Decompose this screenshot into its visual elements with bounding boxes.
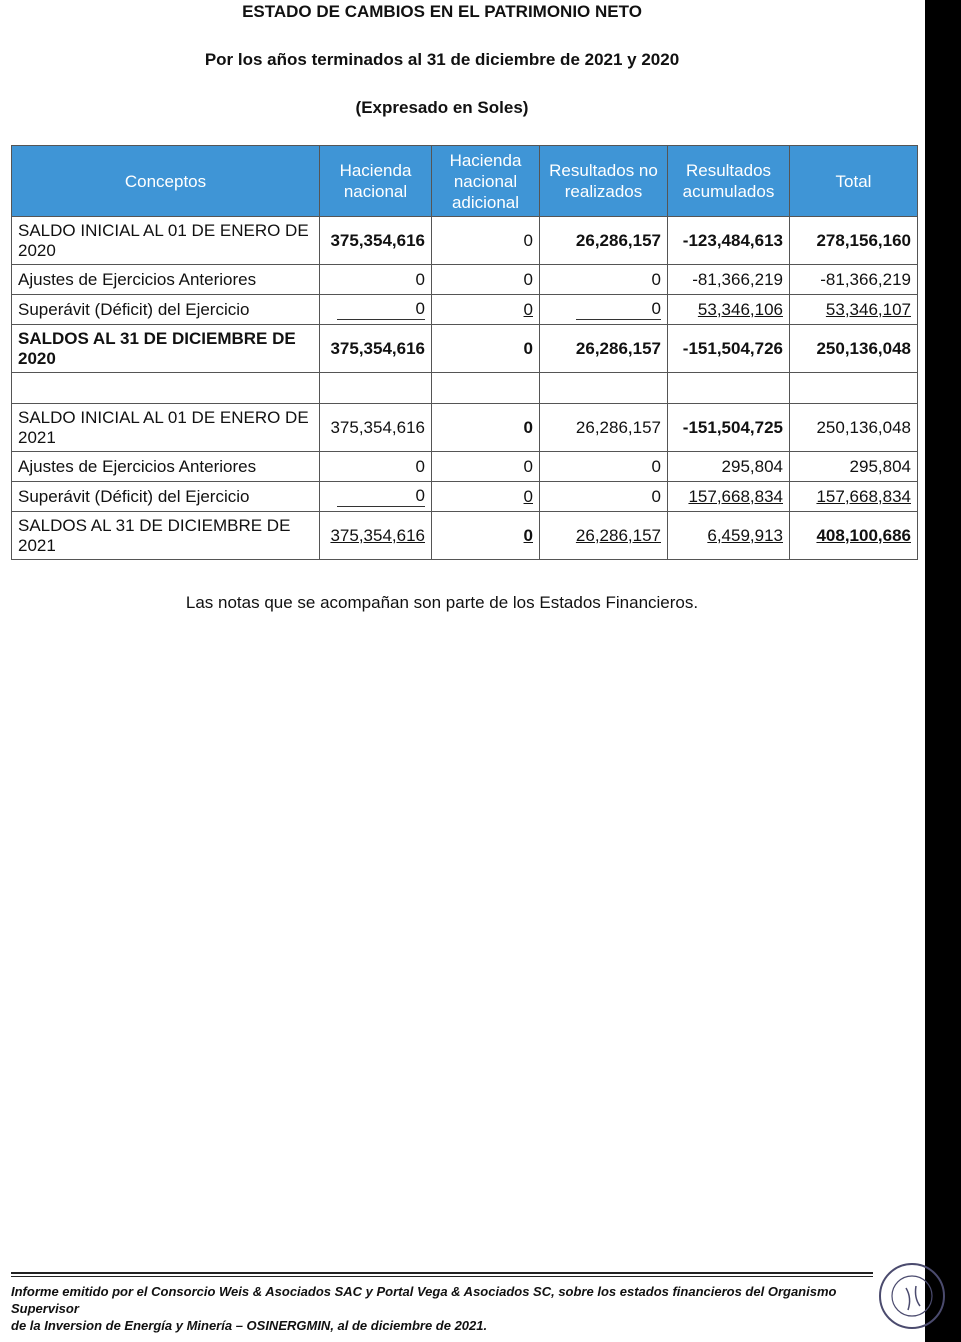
cell-hacienda: 375,354,616 <box>320 325 432 373</box>
table-row <box>12 512 918 560</box>
cell-no-realizados: 0 <box>540 482 668 512</box>
table-row <box>12 217 918 265</box>
cell-adicional: 0 <box>432 512 540 560</box>
cell-acumulados: 295,804 <box>668 452 790 482</box>
col-header-hacienda-adicional: Hacienda nacional adicional <box>432 146 540 217</box>
auditor-seal-icon <box>876 1254 946 1336</box>
cell-total: 278,156,160 <box>790 217 918 265</box>
cell-acumulados: -151,504,725 <box>668 404 790 452</box>
cell-acumulados: -123,484,613 <box>668 217 790 265</box>
row-concept: Superávit (Déficit) del Ejercicio <box>12 295 320 325</box>
row-concept: Superávit (Déficit) del Ejercicio <box>12 482 320 512</box>
cell-no-realizados: 26,286,157 <box>540 404 668 452</box>
table-row <box>12 295 918 325</box>
footer-line-2: de la Inversion de Energía y Minería – OSINERGMIN, al de diciembre de 2021. <box>11 1318 488 1333</box>
cell-total: 295,804 <box>790 452 918 482</box>
table-row <box>12 265 918 295</box>
notes-statement: Las notas que se acompañan son parte de los Estados Financieros. <box>185 593 699 612</box>
cell-total: 53,346,107 <box>790 295 918 325</box>
cell-acumulados: 6,459,913 <box>668 512 790 560</box>
col-header-acumulados: Resultados acumulados <box>668 146 790 217</box>
row-concept: SALDOS AL 31 DE DICIEMBRE DE 2020 <box>12 325 320 373</box>
scan-edge-strip <box>925 0 961 1342</box>
cell-hacienda: 0 <box>320 265 432 295</box>
cell-no-realizados: 0 <box>576 299 661 320</box>
cell-acumulados: 157,668,834 <box>668 482 790 512</box>
cell-adicional: 0 <box>432 265 540 295</box>
row-concept: Ajustes de Ejercicios Anteriores <box>12 452 320 482</box>
table-row <box>12 404 918 452</box>
cell-acumulados: 53,346,106 <box>668 295 790 325</box>
cell-hacienda: 0 <box>337 299 425 320</box>
cell-total: 250,136,048 <box>790 404 918 452</box>
table-row <box>12 325 918 373</box>
table-header-row <box>12 146 918 217</box>
row-concept: SALDO INICIAL AL 01 DE ENERO DE 2020 <box>12 217 320 265</box>
cell-adicional: 0 <box>432 404 540 452</box>
cell-no-realizados: 0 <box>540 452 668 482</box>
cell-hacienda: 375,354,616 <box>320 217 432 265</box>
cell-total: -81,366,219 <box>790 265 918 295</box>
cell-adicional: 0 <box>432 325 540 373</box>
col-header-hacienda: Hacienda nacional <box>320 146 432 217</box>
footer-line-1: Informe emitido por el Consorcio Weis & Asociados SAC y Portal Vega & Asociados SC, sobre los estados financieros del Organismo Supervisor <box>11 1284 837 1316</box>
cell-total: 408,100,686 <box>790 512 918 560</box>
cell-hacienda: 0 <box>320 452 432 482</box>
col-header-total: Total <box>790 146 918 217</box>
cell-no-realizados: 26,286,157 <box>540 325 668 373</box>
cell-acumulados: -81,366,219 <box>668 265 790 295</box>
spacer-row <box>12 373 918 404</box>
cell-adicional: 0 <box>432 482 540 512</box>
cell-total: 157,668,834 <box>790 482 918 512</box>
table-row <box>12 452 918 482</box>
cell-adicional: 0 <box>432 295 540 325</box>
col-header-concepts: Conceptos <box>12 146 320 217</box>
equity-changes-table <box>11 145 918 560</box>
footer-text <box>11 1283 881 1334</box>
cell-hacienda: 0 <box>337 486 425 507</box>
cell-hacienda: 375,354,616 <box>320 512 432 560</box>
cell-no-realizados: 26,286,157 <box>540 217 668 265</box>
cell-no-realizados: 0 <box>540 265 668 295</box>
table-row <box>12 482 918 512</box>
cell-total: 250,136,048 <box>790 325 918 373</box>
cell-adicional: 0 <box>432 452 540 482</box>
footer-divider-thin <box>11 1276 873 1277</box>
currency-note: (Expresado en Soles) <box>355 98 529 117</box>
footer-divider <box>11 1272 873 1274</box>
row-concept: SALDO INICIAL AL 01 DE ENERO DE 2021 <box>12 404 320 452</box>
col-header-no-realizados: Resultados no realizados <box>540 146 668 217</box>
cell-no-realizados: 26,286,157 <box>540 512 668 560</box>
row-concept: Ajustes de Ejercicios Anteriores <box>12 265 320 295</box>
document-subtitle: Por los años terminados al 31 de diciembre de 2021 y 2020 <box>204 50 680 69</box>
cell-acumulados: -151,504,726 <box>668 325 790 373</box>
cell-adicional: 0 <box>432 217 540 265</box>
cell-hacienda: 375,354,616 <box>320 404 432 452</box>
document-title: ESTADO DE CAMBIOS EN EL PATRIMONIO NETO <box>242 2 642 21</box>
row-concept: SALDOS AL 31 DE DICIEMBRE DE 2021 <box>12 512 320 560</box>
